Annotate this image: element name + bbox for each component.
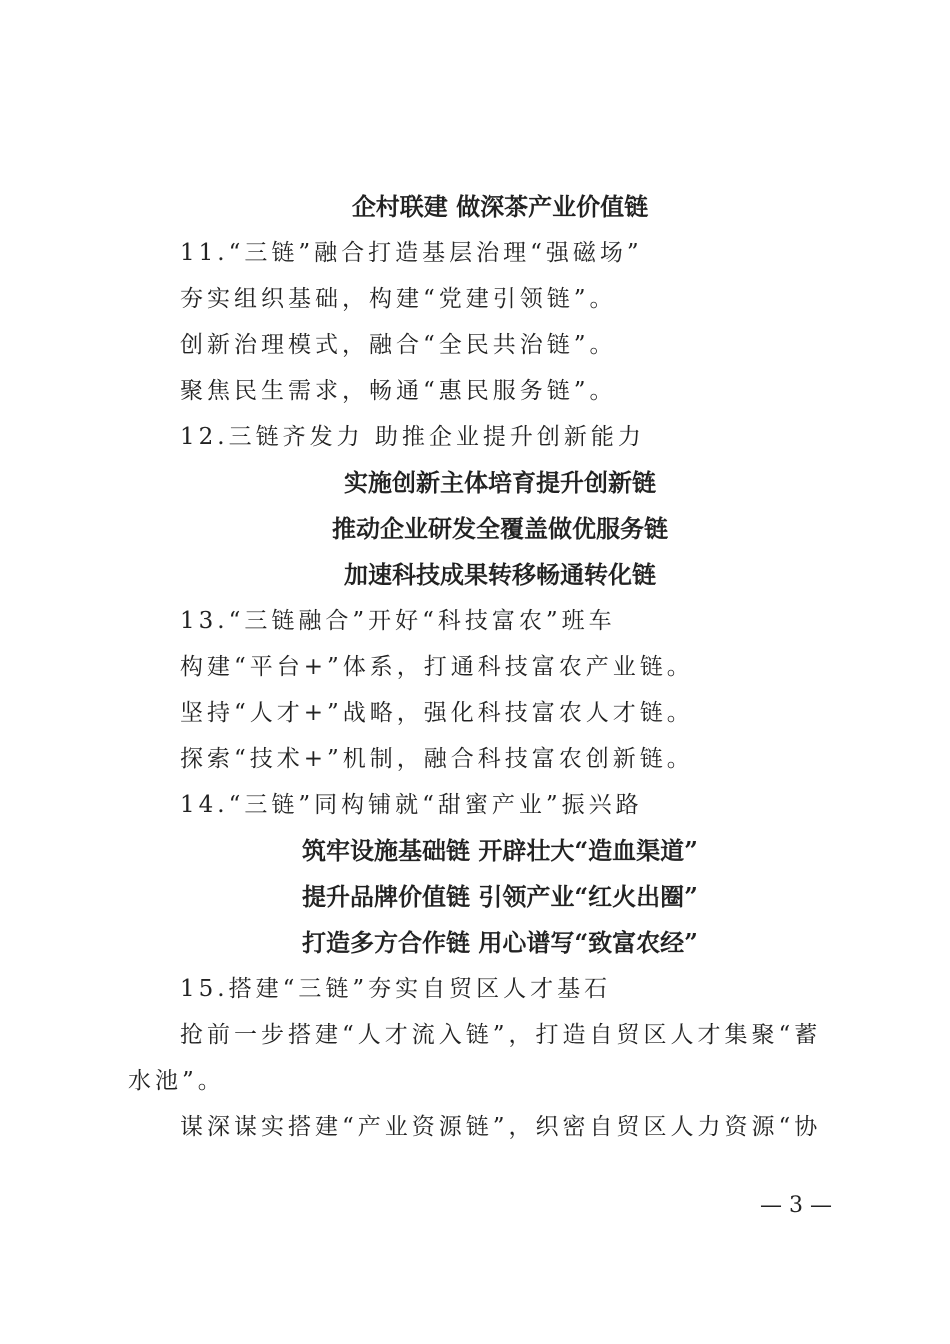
body-line: 探索“技术+”机制，融合科技富农创新链。	[180, 746, 694, 772]
heading-line: 打造多方合作链 用心谱写“致富农经”	[302, 928, 698, 957]
item-title: 12.三链齐发力 助推企业提升创新能力	[180, 424, 645, 450]
item-title: 15.搭建“三链”夯实自贸区人才基石	[180, 976, 612, 1002]
body-line: 抢前一步搭建“人才流入链”，打造自贸区人才集聚“蓄	[180, 1022, 822, 1048]
heading-line: 筑牢设施基础链 开辟壮大“造血渠道”	[302, 836, 698, 865]
item-title: 13.“三链融合”开好“科技富农”班车	[180, 608, 616, 634]
heading-line: 推动企业研发全覆盖做优服务链	[332, 514, 668, 543]
body-line: 创新治理模式，融合“全民共治链”。	[180, 332, 617, 358]
page-number: — 3 —	[760, 1193, 832, 1218]
body-line: 聚焦民生需求，畅通“惠民服务链”。	[180, 378, 617, 404]
body-line: 夯实组织基础，构建“党建引领链”。	[180, 286, 617, 312]
body-line: 水池”。	[128, 1068, 225, 1094]
heading-line: 加速科技成果转移畅通转化链	[344, 560, 656, 589]
item-title: 14.“三链”同构铺就“甜蜜产业”振兴路	[180, 792, 643, 818]
heading-line: 提升品牌价值链 引领产业“红火出圈”	[302, 882, 698, 911]
body-line: 谋深谋实搭建“产业资源链”，织密自贸区人力资源“协	[180, 1114, 822, 1140]
body-line: 构建“平台+”体系，打通科技富农产业链。	[180, 654, 694, 680]
body-line: 坚持“人才+”战略，强化科技富农人才链。	[180, 700, 694, 726]
heading-line: 企村联建 做深茶产业价值链	[351, 192, 649, 221]
heading-line: 实施创新主体培育提升创新链	[344, 468, 656, 497]
item-title: 11.“三链”融合打造基层治理“强磁场”	[180, 240, 643, 266]
